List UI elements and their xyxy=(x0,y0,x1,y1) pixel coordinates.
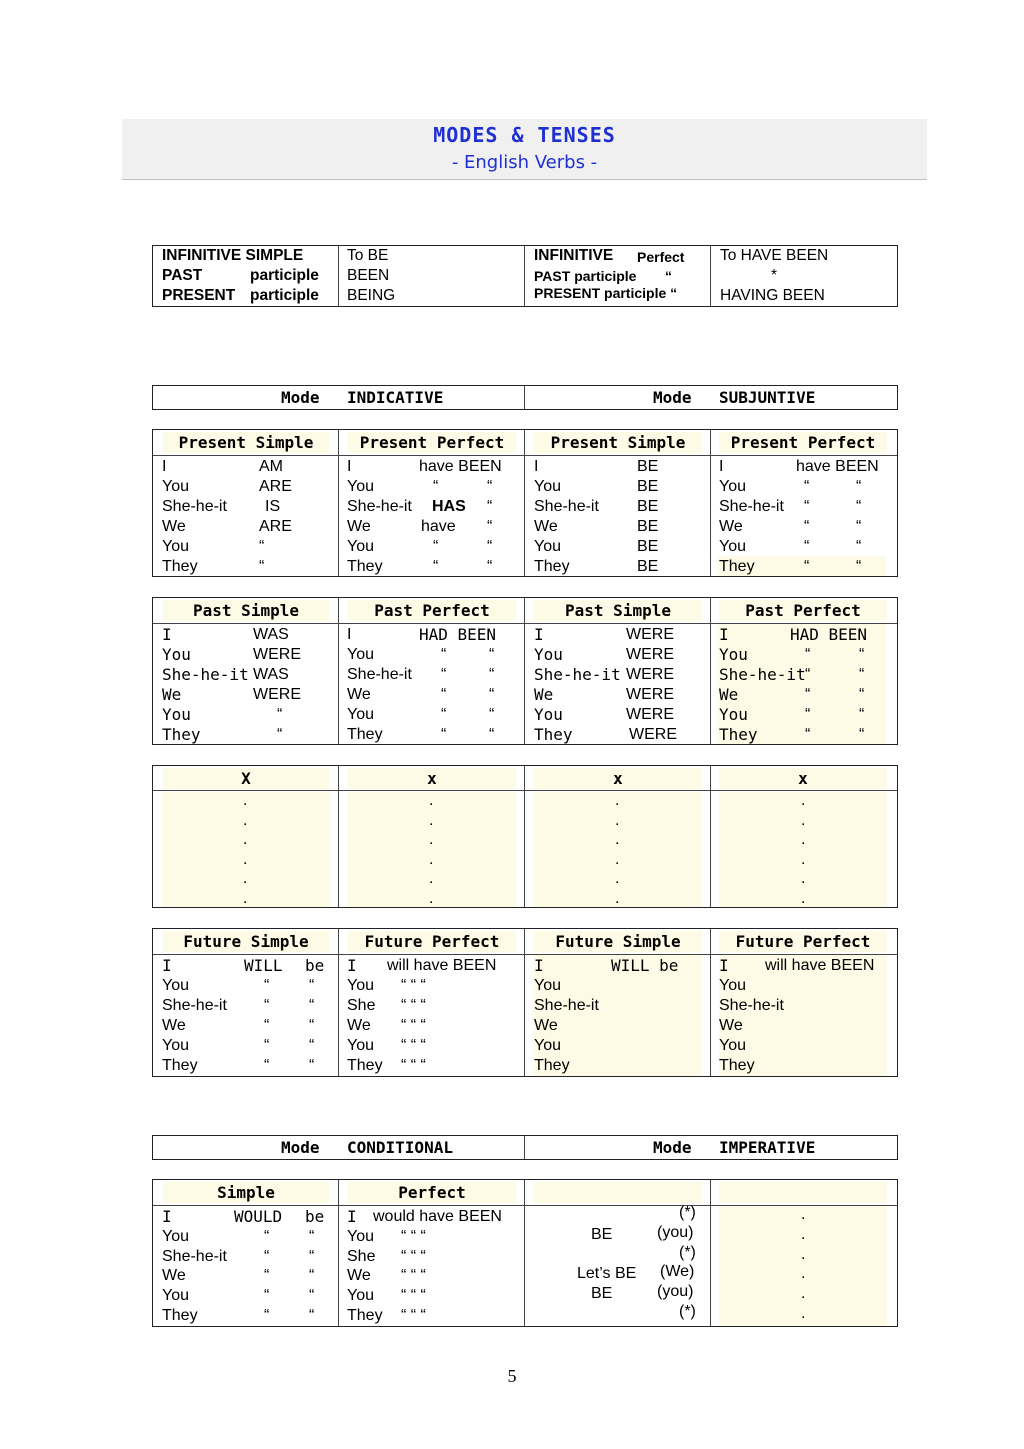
imperative-verb-cell: BE xyxy=(591,1285,613,1303)
dot-cell: . xyxy=(801,1206,806,1223)
pronoun-cell: She-he-it xyxy=(534,997,599,1014)
ditto-cell: “ xyxy=(487,498,493,515)
pronoun-cell: I xyxy=(347,458,352,475)
ditto-cell: “ xyxy=(441,666,447,683)
pronoun-cell: I xyxy=(719,458,724,475)
pronoun-cell: She-he-it xyxy=(719,498,784,515)
pronoun-cell: You xyxy=(162,1037,189,1054)
title-banner xyxy=(122,119,927,180)
ditto-cell: “ xyxy=(856,478,862,495)
ditto-cell: “ xyxy=(804,558,810,575)
dot-cell: . xyxy=(243,850,248,868)
pronoun-cell: I xyxy=(162,1207,172,1226)
verb-cell: WERE xyxy=(626,626,674,643)
ditto-cell: “ xyxy=(309,997,315,1014)
verb-cell: WILL be xyxy=(611,956,679,975)
ditto-cell: “ xyxy=(309,1307,315,1324)
mode-label: Mode xyxy=(281,388,320,407)
ditto-cell: “ xyxy=(441,726,447,743)
pronoun-cell: They xyxy=(162,1057,198,1074)
dot-cell: . xyxy=(801,850,806,868)
mode-row-conditional-imperative xyxy=(152,1135,898,1160)
ditto-cell: “ xyxy=(487,478,493,495)
pronoun-cell: You xyxy=(347,478,374,495)
pronoun-cell: You xyxy=(347,538,374,555)
pronoun-cell: She-he-it xyxy=(719,997,784,1014)
pronoun-cell: We xyxy=(347,1267,371,1285)
dot-cell: . xyxy=(615,850,620,868)
ditto-cell: “ “ “ xyxy=(401,1307,426,1324)
imperative-verb-cell: Let’s BE xyxy=(577,1265,637,1283)
ditto-cell: “ xyxy=(487,518,493,535)
ditto-cell: “ xyxy=(309,977,315,994)
dot-cell: . xyxy=(243,811,248,829)
header-future-simple: Future Simple xyxy=(163,931,329,952)
ditto-cell: “ xyxy=(859,726,865,743)
pronoun-cell: She-he-it xyxy=(162,498,227,515)
ditto-cell: “ xyxy=(805,686,811,703)
pronoun-cell: I xyxy=(347,626,352,643)
imperative-verb-cell: BE xyxy=(591,1225,613,1243)
verb-cell: WOULD xyxy=(234,1207,283,1226)
header-present-perfect: Present Perfect xyxy=(719,432,887,453)
pronoun-cell: You xyxy=(347,1037,374,1054)
pronoun-cell: You xyxy=(347,977,374,994)
verb-cell: BE xyxy=(637,498,659,515)
imperative-person-cell: (you) xyxy=(657,1283,694,1301)
mode-label: Mode xyxy=(653,1138,692,1157)
infinitive-perfect-label: INFINITIVE xyxy=(534,247,614,264)
infinitive-simple-label: INFINITIVE SIMPLE xyxy=(162,247,304,264)
pronoun-cell: You xyxy=(719,705,748,724)
dot-cell: . xyxy=(615,792,620,809)
ditto-cell: “ xyxy=(489,666,495,683)
pronoun-cell: You xyxy=(534,1037,561,1054)
pronoun-cell: We xyxy=(347,1017,371,1034)
ditto-cell: “ xyxy=(264,1227,270,1245)
dot-cell: . xyxy=(243,889,248,907)
pronoun-cell: They xyxy=(162,725,201,744)
ditto-cell: “ xyxy=(264,997,270,1014)
pronoun-cell: I xyxy=(719,625,729,644)
verb-cell: AM xyxy=(259,458,283,475)
verb-cell: be xyxy=(305,956,325,975)
pronoun-cell: I xyxy=(347,1207,357,1226)
infinitive-table xyxy=(152,245,898,307)
pronoun-cell: They xyxy=(347,726,383,743)
pronoun-cell: We xyxy=(162,1017,186,1034)
pronoun-cell: She xyxy=(347,997,376,1014)
pronoun-cell: You xyxy=(347,1227,374,1245)
dot-cell: . xyxy=(429,811,434,829)
imperative-person-cell: (*) xyxy=(679,1243,696,1261)
pronoun-cell: We xyxy=(719,518,743,535)
ditto-cell: “ xyxy=(859,686,865,703)
pronoun-cell: She-he-it xyxy=(534,498,599,515)
header-present-simple: Present Simple xyxy=(163,432,329,453)
pronoun-cell: She-he-it xyxy=(534,665,621,684)
ditto-cell: “ xyxy=(489,726,495,743)
pronoun-cell: They xyxy=(162,558,198,575)
ditto-cell: “ xyxy=(804,538,810,555)
pronoun-cell: They xyxy=(719,1057,755,1074)
verb-cell: WAS xyxy=(253,666,289,683)
pronoun-cell: They xyxy=(719,558,755,575)
header-past-perfect: Past Perfect xyxy=(719,600,887,621)
verb-cell: have BEEN xyxy=(419,458,502,475)
ditto-cell: “ xyxy=(441,646,447,663)
past-participle-value: BEEN xyxy=(347,267,390,284)
verb-cell: WERE xyxy=(626,686,674,703)
pronoun-cell: You xyxy=(719,478,746,495)
pronoun-cell: You xyxy=(534,538,561,555)
dot-cell: . xyxy=(429,850,434,868)
pronoun-cell: They xyxy=(347,1307,383,1324)
ditto-cell: “ xyxy=(859,666,865,683)
dot-cell: . xyxy=(429,792,434,809)
pronoun-cell: You xyxy=(162,977,189,994)
ditto-cell: “ xyxy=(441,686,447,703)
ditto-cell: “ xyxy=(309,1057,315,1074)
dot-cell: . xyxy=(615,889,620,907)
participle-label: participle xyxy=(250,267,319,284)
pronoun-cell: We xyxy=(347,686,371,703)
pronoun-cell: They xyxy=(534,558,570,575)
imperative-person-cell: (*) xyxy=(679,1303,696,1320)
pronoun-cell: You xyxy=(162,705,191,724)
ditto-cell: “ xyxy=(309,1247,315,1265)
ditto-cell: “ xyxy=(859,646,865,663)
ditto-cell: “ xyxy=(264,1307,270,1324)
verb-cell: WERE xyxy=(629,726,677,743)
pronoun-cell: She-he-it xyxy=(162,665,249,684)
verb-cell: WAS xyxy=(253,626,289,643)
pronoun-cell: I xyxy=(347,956,357,975)
ditto-cell: “ “ “ xyxy=(401,1227,426,1245)
ditto-cell: “ xyxy=(859,706,865,723)
verb-cell: “ xyxy=(277,726,283,743)
ditto-cell: “ xyxy=(433,558,439,575)
verb-cell: WERE xyxy=(626,666,674,683)
header-future-perfect: Future Perfect xyxy=(348,931,516,952)
verb-cell: BE xyxy=(637,558,659,575)
ditto-cell: “ xyxy=(264,977,270,994)
ditto-cell: “ “ “ xyxy=(401,1247,426,1265)
past-tense-table xyxy=(152,597,898,745)
pronoun-cell: You xyxy=(162,645,191,664)
ditto-cell: “ xyxy=(264,1057,270,1074)
pronoun-cell: You xyxy=(534,977,561,994)
dot-cell: . xyxy=(801,1265,806,1283)
pronoun-cell: We xyxy=(534,518,558,535)
ditto-cell: “ xyxy=(489,646,495,663)
verb-cell: ARE xyxy=(259,518,292,535)
pronoun-cell: I xyxy=(534,625,544,644)
verb-cell: BE xyxy=(637,458,659,475)
page-subtitle: - English Verbs - xyxy=(451,152,598,173)
mode-label: Mode xyxy=(653,388,692,407)
dot-cell: . xyxy=(615,870,620,887)
verb-cell: will have BEEN xyxy=(387,957,497,974)
dot-cell: . xyxy=(243,792,248,809)
verb-cell: HAD BEEN xyxy=(419,625,497,644)
ditto-cell: “ xyxy=(264,1267,270,1285)
verb-cell: WERE xyxy=(626,706,674,723)
infinitive-perfect-value: To HAVE BEEN xyxy=(720,247,829,264)
mode-row-indicative-subjunctive xyxy=(152,385,898,410)
verb-cell: ARE xyxy=(259,478,292,495)
pronoun-cell: We xyxy=(347,518,371,535)
imperative-person-cell: (you) xyxy=(657,1223,694,1241)
ditto-cell: “ xyxy=(487,538,493,555)
pronoun-cell: You xyxy=(534,705,563,724)
ditto-cell: “ xyxy=(309,1037,315,1054)
pronoun-cell: She-he-it xyxy=(347,498,412,515)
placeholder-tense-table xyxy=(152,765,898,908)
dot-cell: . xyxy=(429,870,434,887)
past-label: PAST xyxy=(162,267,203,284)
future-tense-table xyxy=(152,928,898,1077)
verb-cell: “ xyxy=(259,538,265,555)
mode-subjunctive: SUBJUNTIVE xyxy=(719,388,816,407)
ditto-cell: “ xyxy=(441,706,447,723)
ditto-cell: “ xyxy=(805,706,811,723)
ditto-cell: “ xyxy=(309,1267,315,1285)
perfect-label: Perfect xyxy=(637,249,685,265)
ditto-cell: “ xyxy=(804,478,810,495)
pronoun-cell: You xyxy=(534,478,561,495)
verb-cell: WERE xyxy=(253,646,301,663)
dot-cell: . xyxy=(801,1285,806,1303)
ditto-cell: “ “ “ xyxy=(401,977,426,994)
pronoun-cell: I xyxy=(719,956,729,975)
pronoun-cell: She-he-it xyxy=(162,1247,227,1265)
dot-cell: . xyxy=(801,889,806,907)
verb-cell: HAD BEEN xyxy=(790,625,868,644)
present-tense-table xyxy=(152,429,898,577)
header-past-simple: Past Simple xyxy=(163,600,329,621)
pronoun-cell: I xyxy=(162,458,167,475)
header-future-perfect: Future Perfect xyxy=(719,931,887,952)
ditto-cell: “ xyxy=(856,498,862,515)
header-conditional-perfect: Perfect xyxy=(348,1182,516,1203)
ditto-cell: “ xyxy=(264,1247,270,1265)
pronoun-cell: You xyxy=(719,538,746,555)
ditto-cell: “ xyxy=(264,1287,270,1305)
pronoun-cell: You xyxy=(719,977,746,994)
infinitive-value: To BE xyxy=(347,247,389,264)
present-participle-value: BEING xyxy=(347,287,396,304)
header-x: X xyxy=(163,768,329,789)
ditto-cell: “ xyxy=(804,498,810,515)
ditto-mark: “ xyxy=(665,268,672,284)
pronoun-cell: She-he-it xyxy=(347,666,412,683)
pronoun-cell: They xyxy=(162,1307,198,1324)
ditto-cell: “ xyxy=(309,1017,315,1034)
dot-cell: . xyxy=(429,831,434,848)
dot-cell: . xyxy=(801,1305,806,1322)
verb-cell: will have BEEN xyxy=(765,957,875,974)
ditto-cell: “ xyxy=(309,1287,315,1305)
header-conditional-simple: Simple xyxy=(163,1182,329,1203)
ditto-cell: “ “ “ xyxy=(401,1287,426,1305)
pronoun-cell: She xyxy=(347,1247,376,1265)
dot-cell: . xyxy=(801,1245,806,1263)
ditto-cell: “ xyxy=(804,518,810,535)
ditto-cell: “ xyxy=(805,666,811,683)
dot-cell: . xyxy=(243,831,248,848)
present-label: PRESENT xyxy=(162,287,236,304)
imperative-person-cell: (We) xyxy=(660,1263,695,1281)
ditto-cell: “ “ “ xyxy=(401,1017,426,1034)
page-title: MODES & TENSES xyxy=(433,123,616,147)
ditto-cell: “ xyxy=(489,706,495,723)
pronoun-cell: You xyxy=(162,478,189,495)
verb-cell: “ xyxy=(259,558,265,575)
pronoun-cell: You xyxy=(534,645,563,664)
imperative-person-cell: (*) xyxy=(679,1204,696,1221)
pronoun-cell: We xyxy=(719,685,739,704)
verb-cell: have xyxy=(421,518,456,535)
ditto-cell: “ “ “ xyxy=(401,997,426,1014)
ditto-cell: “ xyxy=(264,1037,270,1054)
ditto-cell: “ “ “ xyxy=(401,1267,426,1285)
pronoun-cell: They xyxy=(534,1057,570,1074)
past-participle-label: PAST participle xyxy=(534,268,637,284)
verb-cell: WERE xyxy=(253,686,301,703)
dot-cell: . xyxy=(429,889,434,907)
conditional-imperative-table xyxy=(152,1179,898,1327)
verb-cell: have BEEN xyxy=(796,458,879,475)
pronoun-cell: I xyxy=(534,458,539,475)
pronoun-cell: We xyxy=(162,685,182,704)
asterisk-mark: * xyxy=(771,267,778,284)
header-future-simple: Future Simple xyxy=(534,931,702,952)
pronoun-cell: You xyxy=(719,1037,746,1054)
header-past-perfect: Past Perfect xyxy=(348,600,516,621)
header-x: x xyxy=(534,768,702,789)
dot-cell: . xyxy=(801,1225,806,1243)
dot-cell: . xyxy=(615,831,620,848)
ditto-cell: “ xyxy=(856,558,862,575)
ditto-cell: “ xyxy=(805,726,811,743)
dot-cell: . xyxy=(801,831,806,848)
dot-cell: . xyxy=(243,870,248,887)
pronoun-cell: We xyxy=(534,1017,558,1034)
ditto-cell: “ xyxy=(805,646,811,663)
pronoun-cell: You xyxy=(162,1227,189,1245)
mode-conditional: CONDITIONAL xyxy=(347,1138,453,1157)
pronoun-cell: We xyxy=(162,518,186,535)
pronoun-cell: You xyxy=(347,1287,374,1305)
ditto-cell: “ xyxy=(856,538,862,555)
header-present-perfect: Present Perfect xyxy=(348,432,516,453)
ditto-cell: “ xyxy=(433,478,439,495)
pronoun-cell: We xyxy=(162,1267,186,1285)
header-past-simple: Past Simple xyxy=(534,600,702,621)
having-been-value: HAVING BEEN xyxy=(720,287,825,304)
pronoun-cell: I xyxy=(534,956,544,975)
pronoun-cell: You xyxy=(162,538,189,555)
ditto-cell: “ xyxy=(309,1227,315,1245)
mode-imperative: IMPERATIVE xyxy=(719,1138,816,1157)
verb-cell: BE xyxy=(637,518,659,535)
page-number: 5 xyxy=(507,1366,517,1386)
ditto-cell: “ “ “ xyxy=(401,1057,426,1074)
verb-cell: WERE xyxy=(626,646,674,663)
header-present-simple: Present Simple xyxy=(534,432,702,453)
ditto-cell: “ xyxy=(264,1017,270,1034)
pronoun-cell: I xyxy=(162,956,172,975)
pronoun-cell: You xyxy=(347,706,374,723)
pronoun-cell: They xyxy=(534,725,573,744)
pronoun-cell: You xyxy=(347,646,374,663)
pronoun-cell: We xyxy=(534,685,554,704)
header-x: x xyxy=(719,768,887,789)
pronoun-cell: You xyxy=(719,645,748,664)
dot-cell: . xyxy=(615,811,620,829)
verb-cell: “ xyxy=(277,706,283,723)
ditto-cell: “ xyxy=(489,686,495,703)
participle-label: participle xyxy=(250,287,319,304)
verb-cell: BE xyxy=(637,538,659,555)
pronoun-cell: They xyxy=(347,1057,383,1074)
verb-cell: would have BEEN xyxy=(373,1208,502,1225)
ditto-cell: “ “ “ xyxy=(401,1037,426,1054)
pronoun-cell: She-he-it xyxy=(162,997,227,1014)
mode-label: Mode xyxy=(281,1138,320,1157)
verb-cell: IS xyxy=(265,498,281,515)
verb-cell: WILL xyxy=(244,956,283,975)
dot-cell: . xyxy=(801,870,806,887)
pronoun-cell: They xyxy=(719,725,758,744)
ditto-cell: “ xyxy=(856,518,862,535)
pronoun-cell: We xyxy=(719,1017,743,1034)
verb-cell: BE xyxy=(637,478,659,495)
verb-cell: be xyxy=(305,1207,325,1226)
pronoun-cell: They xyxy=(347,558,383,575)
pronoun-cell: You xyxy=(162,1287,189,1305)
mode-indicative: INDICATIVE xyxy=(347,388,444,407)
header-x: x xyxy=(348,768,516,789)
ditto-cell: “ xyxy=(433,538,439,555)
verb-cell-bold: HAS xyxy=(432,498,466,515)
pronoun-cell: She-he-it xyxy=(719,665,806,684)
present-participle-label: PRESENT participle “ xyxy=(534,285,678,301)
pronoun-cell: I xyxy=(162,625,172,644)
ditto-cell: “ xyxy=(487,558,493,575)
dot-cell: . xyxy=(801,811,806,829)
dot-cell: . xyxy=(801,792,806,809)
